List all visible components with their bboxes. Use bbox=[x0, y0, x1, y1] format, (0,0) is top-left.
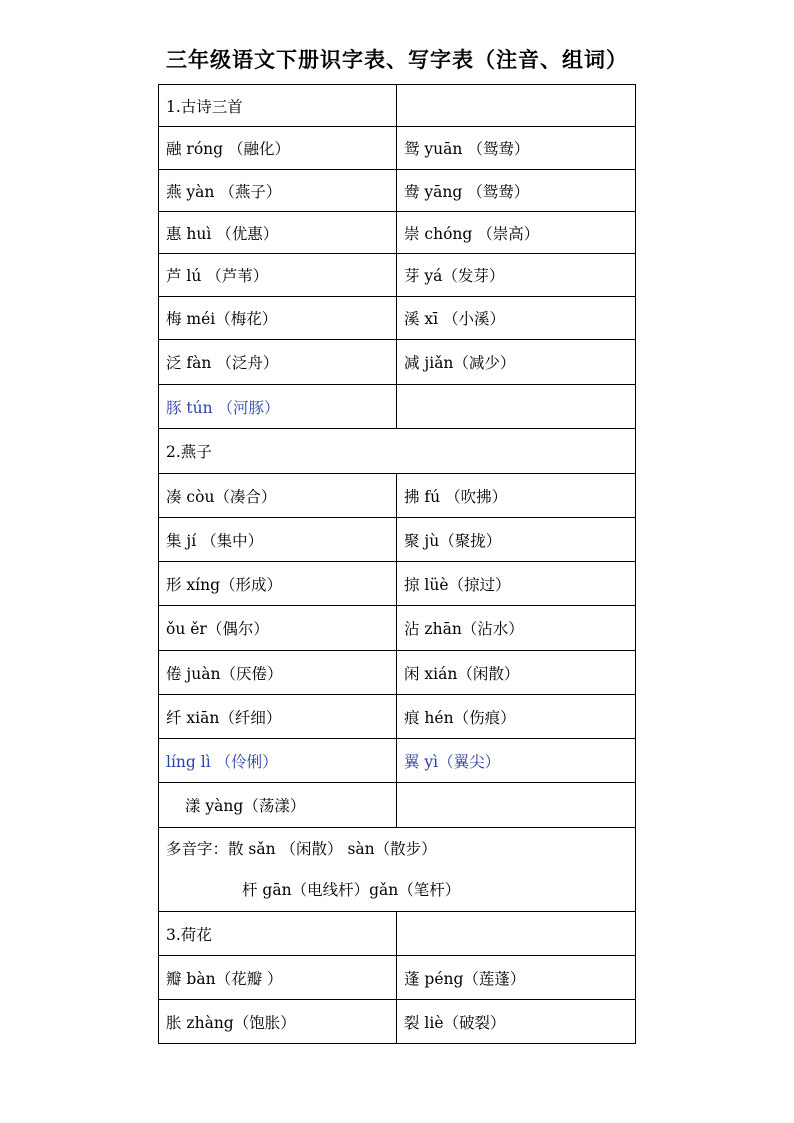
cell-right: 鸯 yāng （鸳鸯） bbox=[397, 170, 636, 212]
vocab-table bbox=[158, 84, 636, 1044]
cell-left: 惠 huì （优惠） bbox=[159, 212, 397, 254]
table-row bbox=[159, 828, 636, 912]
table-row bbox=[159, 254, 636, 297]
table-row bbox=[159, 518, 636, 562]
cell-left: 集 jí （集中） bbox=[159, 518, 397, 562]
table-row bbox=[159, 297, 636, 340]
vocab-table-body bbox=[159, 85, 636, 1044]
cell-right bbox=[397, 912, 636, 956]
cell-left: 梅 méi（梅花） bbox=[159, 297, 397, 340]
table-row bbox=[159, 85, 636, 127]
cell-right: 裂 liè（破裂） bbox=[397, 1000, 636, 1044]
cell-right: 减 jiǎn（减少） bbox=[397, 340, 636, 385]
cell-right: 痕 hén（伤痕） bbox=[397, 695, 636, 739]
polyphonic-cell bbox=[159, 828, 636, 912]
cell-left: 泛 fàn （泛舟） bbox=[159, 340, 397, 385]
cell-right bbox=[397, 783, 636, 828]
table-row bbox=[159, 340, 636, 385]
section-heading: 2.燕子 bbox=[159, 429, 636, 474]
table-row bbox=[159, 739, 636, 783]
table-row bbox=[159, 127, 636, 170]
table-row bbox=[159, 385, 636, 429]
cell-left: 融 róng （融化） bbox=[159, 127, 397, 170]
cell-right: 鸳 yuān （鸳鸯） bbox=[397, 127, 636, 170]
page-title: 三年级语文下册识字表、写字表（注音、组词） bbox=[166, 47, 628, 72]
cell-left: 燕 yàn （燕子） bbox=[159, 170, 397, 212]
cell-right: 拂 fú （吹拂） bbox=[397, 474, 636, 518]
cell-left: 凑 còu（凑合） bbox=[159, 474, 397, 518]
cell-right: 沾 zhān（沾水） bbox=[397, 606, 636, 651]
cell-left: 瓣 bàn（花瓣 ） bbox=[159, 956, 397, 1000]
table-row bbox=[159, 474, 636, 518]
cell-right: 溪 xī （小溪） bbox=[397, 297, 636, 340]
polyphonic-line-2: 杆 gān（电线杆）gǎn（笔杆） bbox=[242, 880, 461, 899]
cell-left: 倦 juàn（厌倦） bbox=[159, 651, 397, 695]
cell-right: 崇 chóng （崇高） bbox=[397, 212, 636, 254]
cell-right: 翼 yì（翼尖） bbox=[397, 739, 636, 783]
cell-right: 掠 lüè（掠过） bbox=[397, 562, 636, 606]
cell-left: 芦 lú （芦苇） bbox=[159, 254, 397, 297]
cell-right: 芽 yá（发芽） bbox=[397, 254, 636, 297]
table-row bbox=[159, 783, 636, 828]
cell-right: 聚 jù（聚拢） bbox=[397, 518, 636, 562]
cell-left: 3.荷花 bbox=[159, 912, 397, 956]
table-row bbox=[159, 562, 636, 606]
cell-left: 1.古诗三首 bbox=[159, 85, 397, 127]
table-row bbox=[159, 651, 636, 695]
table-row bbox=[159, 912, 636, 956]
cell-left: 豚 tún （河豚） bbox=[159, 385, 397, 429]
table-row bbox=[159, 695, 636, 739]
cell-left: 形 xíng（形成） bbox=[159, 562, 397, 606]
table-row bbox=[159, 956, 636, 1000]
table-row bbox=[159, 429, 636, 474]
cell-left: líng lì （伶俐） bbox=[159, 739, 397, 783]
cell-right bbox=[397, 385, 636, 429]
cell-right: 闲 xián（闲散） bbox=[397, 651, 636, 695]
cell-right bbox=[397, 85, 636, 127]
cell-left: 胀 zhàng（饱胀） bbox=[159, 1000, 397, 1044]
table-row bbox=[159, 170, 636, 212]
cell-right: 蓬 péng（莲蓬） bbox=[397, 956, 636, 1000]
cell-left: ǒu ěr（偶尔） bbox=[159, 606, 397, 651]
table-row bbox=[159, 606, 636, 651]
cell-left: 漾 yàng（荡漾） bbox=[159, 783, 397, 828]
table-row bbox=[159, 212, 636, 254]
table-row bbox=[159, 1000, 636, 1044]
polyphonic-line-1: 多音字：散 sǎn （闲散） sàn（散步） bbox=[166, 839, 437, 858]
cell-left: 纤 xiān（纤细） bbox=[159, 695, 397, 739]
